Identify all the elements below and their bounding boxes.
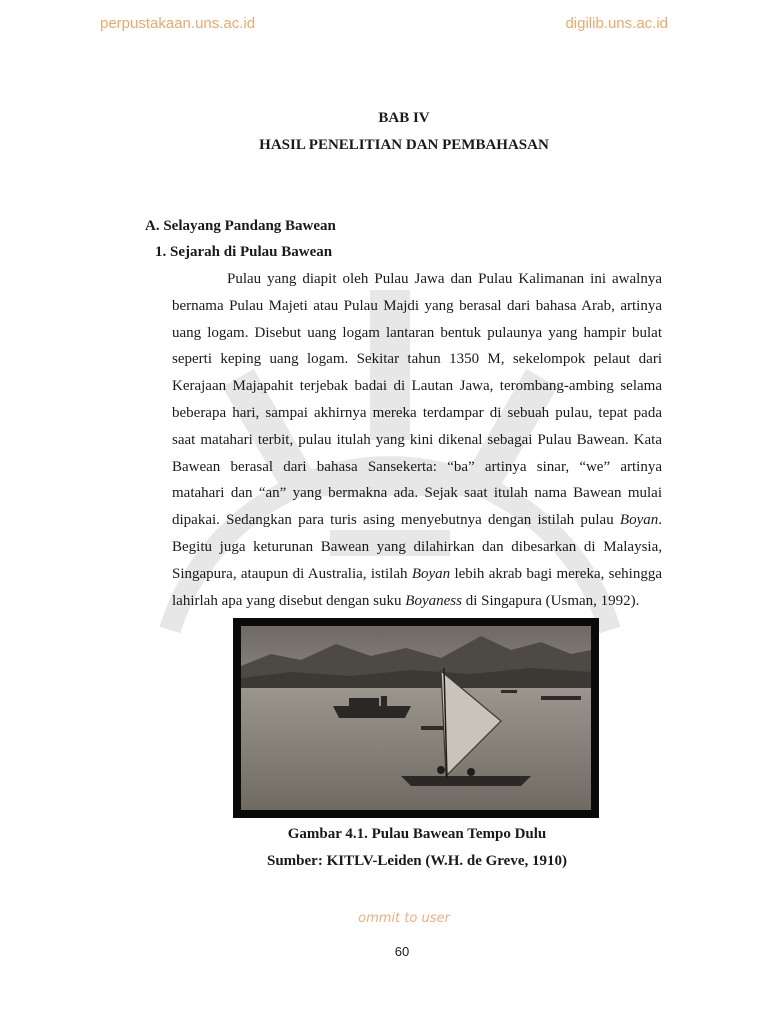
italic-term: Boyan — [619, 512, 659, 529]
paragraph-line: uang logam. Disebut uang logam lantaran bentuk pulaunya yang hampir bulat — [172, 324, 662, 341]
paragraph-line: matahari dan “an” yang bermakna ada. Sejak saat itulah nama Bawean mulai — [172, 485, 662, 502]
paragraph-line: seperti keping uang logam. Sekitar tahun 1350 M, sekelompok pelaut dari — [172, 351, 662, 368]
paragraph-line: beberapa hari, sampai akhirnya mereka terdampar di sebuah pulau, tepat pada — [172, 404, 662, 421]
line-text: . — [658, 512, 662, 529]
figure-caption: Gambar 4.1. Pulau Bawean Tempo Dulu — [287, 826, 547, 842]
line-text: dipakai. Sedangkan para turis asing menyebutnya dengan istilah pulau — [172, 512, 620, 529]
section-heading: A. Selayang Pandang Bawean — [145, 218, 336, 234]
italic-term: Boyaness — [405, 592, 462, 609]
paragraph-line: bernama Pulau Majeti atau Pulau Majdi yang berasal dari bahasa Arab, artinya — [172, 297, 662, 314]
italic-term: Boyan — [411, 565, 451, 582]
commit-to-user-stamp: ommit to user — [358, 911, 450, 926]
paragraph-line: Bawean berasal dari bahasa Sansekerta: “ba” artinya sinar, “we” artinya — [172, 458, 662, 475]
paragraph-line — [172, 561, 662, 588]
line-text: lahirlah apa yang disebut dengan suku — [172, 592, 406, 609]
subsection-heading: 1. Sejarah di Pulau Bawean — [155, 244, 333, 260]
paragraph-line: Pulau yang diapit oleh Pulau Jawa dan Pulau Kalimanan ini awalnya — [227, 271, 662, 287]
paragraph-line: saat matahari terbit, pulau itulah yang kini dikenal sebagai Pulau Bawean. Kata — [172, 431, 662, 448]
historical-photo-frame — [233, 618, 599, 818]
paragraph-line: Kerajaan Majapahit terjebak badai di Lautan Jawa, terombang-ambing selama — [172, 378, 662, 395]
paragraph-line: Begitu juga keturunan Bawean yang dilahirkan dan dibesarkan di Malaysia, — [172, 538, 662, 555]
header-left-url[interactable]: perpustakaan.uns.ac.id — [100, 15, 256, 32]
page-number: 60 — [394, 944, 410, 959]
figure-source: Sumber: KITLV-Leiden (W.H. de Greve, 1910) — [266, 853, 567, 869]
line-text: Singapura, ataupun di Australia, istilah — [172, 565, 412, 582]
chapter-title: HASIL PENELITIAN DAN PEMBAHASAN — [259, 137, 549, 153]
paragraph-line — [172, 588, 662, 615]
chapter-number: BAB IV — [378, 110, 430, 126]
historical-photo — [241, 626, 591, 810]
line-text: lebih akrab bagi mereka, sehingga — [450, 565, 662, 582]
body-paragraph — [172, 266, 662, 614]
line-text: di Singapura (Usman, 1992). — [461, 592, 640, 609]
header-right-url[interactable]: digilib.uns.ac.id — [565, 15, 668, 32]
paragraph-line — [172, 507, 662, 534]
